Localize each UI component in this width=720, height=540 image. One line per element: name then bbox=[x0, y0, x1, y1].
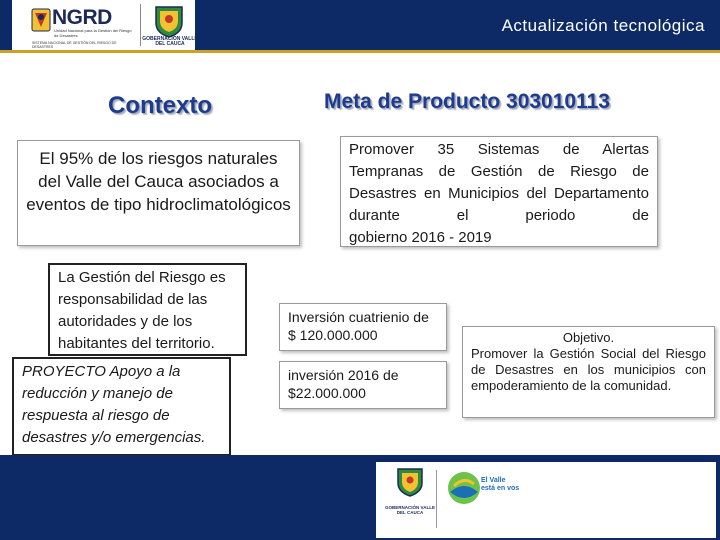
gov-logo-text: GOBERNACIÓN VALLE DEL CAUCA bbox=[142, 36, 198, 47]
valle-shield-icon bbox=[392, 466, 428, 502]
header-divider bbox=[0, 50, 720, 53]
page-title: Actualización tecnológica bbox=[501, 16, 705, 35]
el-valle-emblem-icon bbox=[444, 466, 484, 516]
project-box: PROYECTO Apoyo a la reducción y manejo de respuesta al riesgo de desastres y/o emergencias. bbox=[12, 357, 231, 456]
objective-box bbox=[462, 326, 715, 418]
statistic-box: El 95% de los riesgos naturales del Valle del Cauca asociados a eventos de tipo hidroclimatológicos bbox=[17, 140, 300, 246]
goal-box bbox=[340, 136, 658, 247]
risk-management-box: La Gestión del Riesgo es responsabilidad de las autoridades y de los habitantes del territorio. bbox=[48, 263, 247, 356]
ngrd-logo-subtitle: Unidad Nacional para la Gestión del Riesgo de Desastres bbox=[54, 28, 132, 38]
investment-2016-box: inversión 2016 de $22.000.000 bbox=[279, 361, 447, 409]
header-left-strip bbox=[0, 0, 12, 50]
footer-logo-divider bbox=[436, 470, 437, 528]
ngrd-logo-tagline: SISTEMA NACIONAL DE GESTIÓN DEL RIESGO DE DESASTRES bbox=[32, 41, 117, 49]
goal-text: Promover 35 Sistemas de Alertas Tempranas de Gestión de Riesgo de Desastres en Municipios del Departamento durante el periodo de bbox=[349, 141, 649, 224]
el-valle-text: El Valle está en vos bbox=[481, 477, 520, 492]
objective-title: Objetivo. bbox=[562, 330, 615, 345]
context-heading: Contexto bbox=[108, 92, 212, 119]
ngrd-logo-name: NGRD bbox=[52, 6, 112, 29]
goal-period: gobierno 2016 - 2019 bbox=[349, 229, 492, 246]
objective-body: Promover la Gestión Social del Riesgo de Desastres en los municipios con empoderamiento de la comunidad. bbox=[471, 346, 706, 393]
logo-divider bbox=[140, 4, 141, 46]
goal-heading: Meta de Producto 303010113 bbox=[324, 90, 610, 113]
footer-gov-text: GOBERNACIÓN VALLE DEL CAUCA bbox=[385, 505, 435, 515]
investment-term-box: Inversión cuatrienio de $ 120.000.000 bbox=[279, 303, 447, 351]
